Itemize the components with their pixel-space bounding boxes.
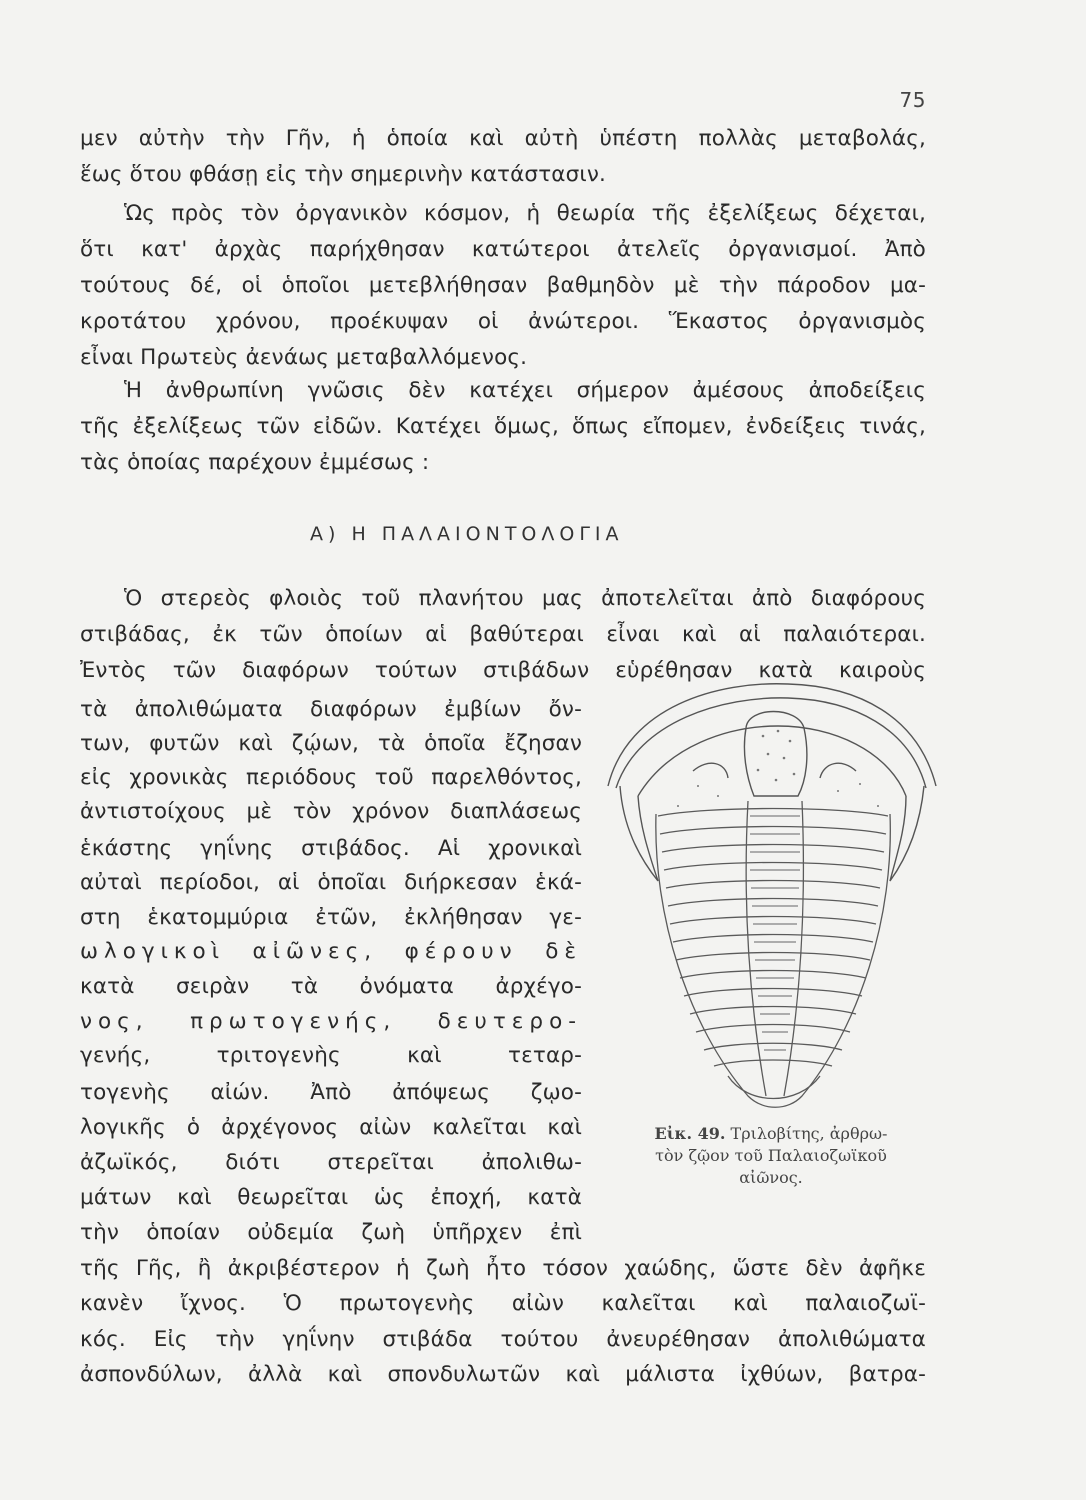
figure-label: Εἰκ. 49.	[654, 1124, 726, 1143]
text-line: τῆς ἐξελίξεως τῶν εἰδῶν. Κατέχει ὅμως, ὅπως εἴπομεν, ἐνδείξεις τινάς,	[80, 414, 926, 439]
text-line: κροτάτου χρόνου, προέκυψαν οἱ ἀνώτεροι. Ἕκαστος ὀργανισμὸς	[80, 309, 926, 334]
text-line: ἕως ὅτου φθάσῃ εἰς τὴν σημερινὴν κατάστασιν.	[80, 162, 606, 187]
text-line: κατὰ σειρὰν τὰ ὀνόματα ἀρχέγο-	[80, 974, 582, 999]
caption-text-2: τὸν ζῷον τοῦ Παλαιοζωϊκοῦ	[655, 1146, 887, 1165]
text-line: λογικῆς ὁ ἀρχέγονος αἰὼν καλεῖται καὶ	[80, 1115, 582, 1140]
page-number: 75	[899, 88, 926, 112]
text-line: τῆς Γῆς, ἢ ἀκριβέστερον ἡ ζωὴ ἦτο τόσον χαώδης, ὥστε δὲν ἀφῆκε	[80, 1256, 926, 1281]
text-line: γενής, τριτογενὴς καὶ τεταρ-	[80, 1043, 582, 1068]
text-line: τὰς ὁποίας παρέχουν ἐμμέσως :	[80, 450, 430, 475]
text-line: εἰς χρονικὰς περιόδους τοῦ παρελθόντος,	[80, 765, 582, 790]
text-line: ἀζωϊκός, διότι στερεῖται ἀπολιθω-	[80, 1150, 582, 1175]
text-line: νος, πρωτογενής, δευτερο-	[80, 1009, 582, 1034]
figure-caption	[606, 1123, 936, 1189]
text-line: μάτων καὶ θεωρεῖται ὡς ἐποχή, κατὰ	[80, 1185, 582, 1210]
text-line: τὰ ἀπολιθώματα διαφόρων ἐμβίων ὄν-	[80, 697, 582, 722]
text-line: τούτους δέ, οἱ ὁποῖοι μετεβλήθησαν βαθμηδὸν μὲ τὴν πάροδον μα-	[80, 273, 926, 298]
text-line: τὴν ὁποίαν οὐδεμία ζωὴ ὑπῆρχεν ἐπὶ	[80, 1220, 582, 1245]
text-line: κός. Εἰς τὴν γηΐνην στιβάδα τούτου ἀνευρέθησαν ἀπολιθώματα	[80, 1327, 926, 1352]
caption-text-3: αἰῶνος.	[739, 1168, 803, 1187]
text-line: Ὁ στερεὸς φλοιὸς τοῦ πλανήτου μας ἀποτελεῖται ἀπὸ διαφόρους	[124, 586, 926, 611]
trilobite-illustration	[598, 666, 946, 1118]
text-line: κανὲν ἴχνος. Ὁ πρωτογενὴς αἰὼν καλεῖται καὶ παλαιοζωϊ-	[80, 1291, 926, 1316]
section-heading: Α) Η ΠΑΛΑΙΟΝΤΟΛΟΓΙΑ	[310, 523, 624, 545]
text-line: τογενὴς αἰών. Ἀπὸ ἀπόψεως ζῳο-	[80, 1080, 582, 1105]
text-line: ὅτι κατ' ἀρχὰς παρήχθησαν κατώτεροι ἀτελεῖς ὀργανισμοί. Ἀπὸ	[80, 237, 926, 262]
text-line: Ὡς πρὸς τὸν ὀργανικὸν κόσμον, ἡ θεωρία τῆς ἐξελίξεως δέχεται,	[124, 201, 926, 226]
text-line: στη ἑκατομμύρια ἐτῶν, ἐκλήθησαν γε-	[80, 905, 582, 930]
caption-text-1: Τριλοβίτης, ἀρθρω-	[730, 1124, 888, 1143]
text-line: Ἡ ἀνθρωπίνη γνῶσις δὲν κατέχει σήμερον ἀμέσους ἀποδείξεις	[124, 378, 926, 403]
text-line: ωλογικοὶ αἰῶνες, φέρουν δὲ	[80, 939, 582, 964]
text-line: στιβάδας, ἐκ τῶν ὁποίων αἱ βαθύτεραι εἶναι καὶ αἱ παλαιότεραι.	[80, 622, 926, 647]
text-line: των, φυτῶν καὶ ζῴων, τὰ ὁποῖα ἔζησαν	[80, 731, 582, 756]
text-line: ἑκάστης γηΐνης στιβάδος. Αἱ χρονικαὶ	[80, 836, 582, 861]
text-line: ἀντιστοίχους μὲ τὸν χρόνον διαπλάσεως	[80, 799, 582, 824]
text-line: αὐταὶ περίοδοι, αἱ ὁποῖαι διήρκεσαν ἑκά-	[80, 870, 582, 895]
text-line: εἶναι Πρωτεὺς ἀενάως μεταβαλλόμενος.	[80, 345, 528, 370]
text-line: ἀσπονδύλων, ἀλλὰ καὶ σπονδυλωτῶν καὶ μάλιστα ἰχθύων, βατρα-	[80, 1362, 926, 1387]
text-line: Ἐντὸς τῶν διαφόρων τούτων στιβάδων εὑρέθησαν κατὰ καιροὺς	[80, 658, 926, 683]
text-line: μεν αὐτὴν τὴν Γῆν, ἡ ὁποία καὶ αὐτὴ ὑπέστη πολλὰς μεταβολάς,	[80, 126, 926, 151]
